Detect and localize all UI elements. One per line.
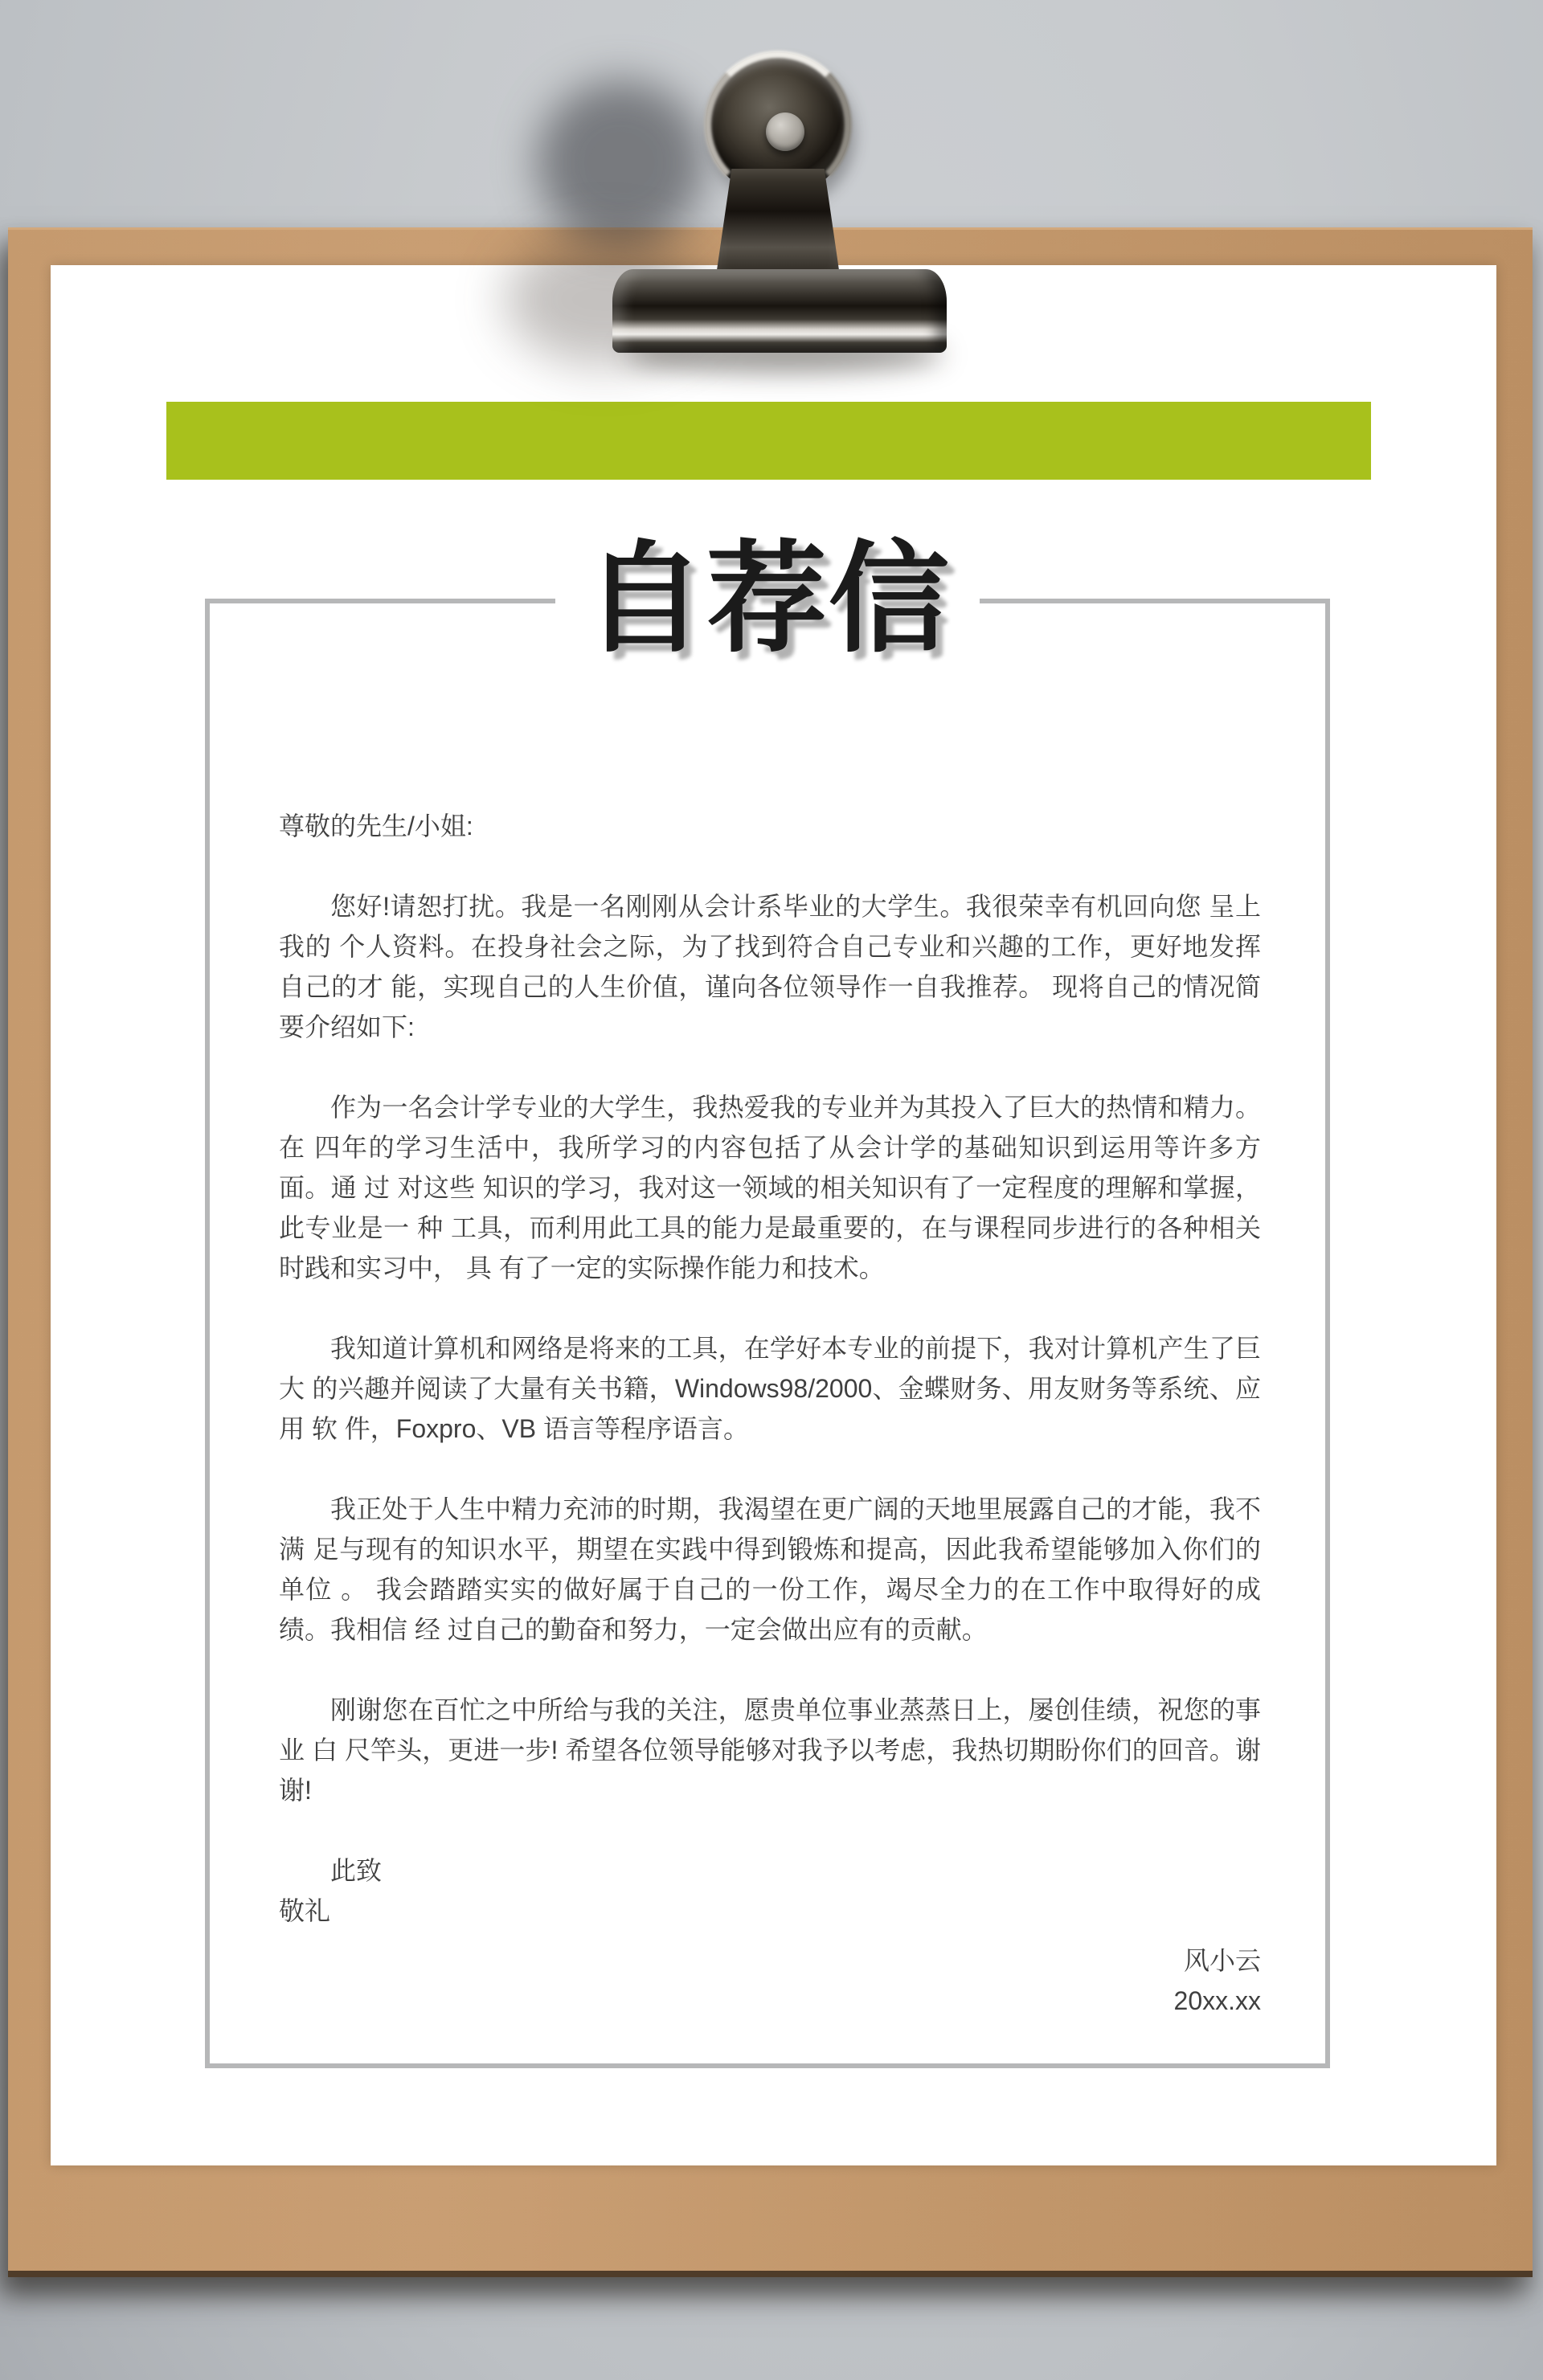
clip-base <box>612 269 947 353</box>
closing-cizhi: 此致 <box>330 1856 383 1885</box>
letter-paragraph-2: 作为一名会计学专业的大学生，我热爱我的专业并为其投入了巨大的热情和精力。 在 四年的学习生活中，我所学习的内容包括了从会计学的基础知识到运用等许多方面。通 过 对这些 知识的学习，我对这一领域的相关知识有了一定程度的理解和掌握，此专业是一 种 工具，而利用此工具的能力是最重要的，在与课程同步进行的各种相关时践和实习中， 具 有了一定的实际操作能力和技术。 <box>279 1093 1261 1282</box>
letter-body <box>205 599 1330 2068</box>
accent-bar <box>166 402 1371 480</box>
signature-date: 20xx.xx <box>1173 1986 1261 2015</box>
letter-paper <box>51 265 1496 2165</box>
closing-jingli: 敬礼 <box>279 1896 331 1925</box>
letter-paragraph-4: 我正处于人生中精力充沛的时期，我渴望在更广阔的天地里展露自己的才能，我不 满 足与现有的知识水平，期望在实践中得到锻炼和提高，因此我希望能够加入你们的单位 。 我会踏踏实实的做好属于自己的一份工作，竭尽全力的在工作中取得好的成绩。我相信 经 过自己的勤奋和努力，一定会做出应有的贡献。 <box>279 1495 1261 1644</box>
letter-title-text: 自荐信 <box>555 531 980 666</box>
letter-paragraph-1: 您好!请恕打扰。我是一名刚刚从会计系毕业的大学生。我很荣幸有机回向您 呈上我的 个人资料。在投身社会之际，为了找到符合自己专业和兴趣的工作，更好地发挥 自己的才 能，实现自己的人生价值，谨向各位领导作一自我推荐。 现将自己的情况简要介绍如下: <box>279 892 1261 1041</box>
letter-paragraph-5: 刚谢您在百忙之中所给与我的关注，愿贵单位事业蒸蒸日上，屡创佳绩，祝您的事业 白 尺竿头，更进一步! 希望各位领导能够对我予以考虑，我热切期盼你们的回音。谢谢! <box>279 1695 1261 1805</box>
clip-neck <box>715 169 841 281</box>
salutation: 尊敬的先生/小姐: <box>279 812 473 840</box>
clip-shadow <box>537 80 706 245</box>
clip-hole <box>766 112 804 151</box>
letter-paragraph-3: 我知道计算机和网络是将来的工具，在学好本专业的前提下，我对计算机产生了巨 大 的兴趣并阅读了大量有关书籍，Windows98/2000、金蝶财务、用友财务等系统、应用 软 件，Foxpro、VB 语言等程序语言。 <box>279 1334 1261 1443</box>
letter-title <box>205 531 1330 666</box>
signature-name: 风小云 <box>1183 1946 1261 1975</box>
